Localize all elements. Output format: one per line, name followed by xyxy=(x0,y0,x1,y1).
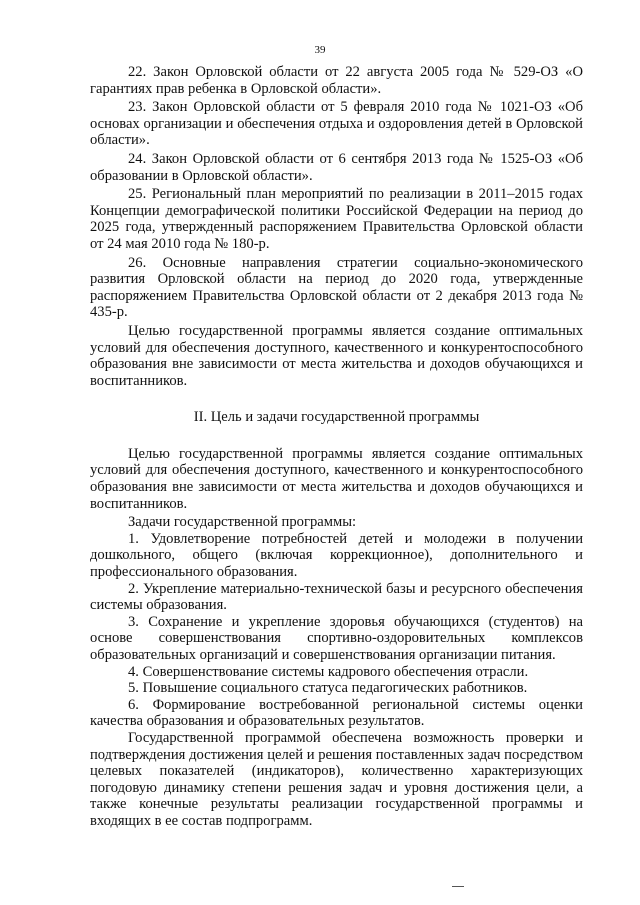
page-number: 39 xyxy=(314,44,326,56)
task-item-2: 2. Укрепление материально-технической базы и ресурсного обеспечения системы образования. xyxy=(90,580,583,614)
goal-paragraph: Целью государственной программы является создание оптимальных условий для обеспечения доступного, качественного и конкурентоспособного образования вне зависимости от места жительства и доходов обучающихся и воспитанников. xyxy=(90,322,583,389)
indicators-paragraph: Государственной программой обеспечена возможность проверки и подтверждения достижения целей и решения поставленных задач посредством целевых показателей (индикаторов), количественно характеризующих погодовую динамику степени решения задач и уровня достижения цели, а также конечные результаты реализации государственной программы и входящих в ее состав подпрограмм. xyxy=(90,729,583,829)
task-item-5: 5. Повышение социального статуса педагогических работников. xyxy=(128,680,528,697)
footer-mark xyxy=(452,886,464,887)
task-item-3: 3. Сохранение и укрепление здоровья обучающихся (студентов) на основе совершенствования спортивно-оздоровительных комплексов образовательных организаций и совершенствования организации питания. xyxy=(90,613,583,663)
list-item-22: 22. Закон Орловской области от 22 августа 2005 года № 529-ОЗ «О гарантиях прав ребенка в Орловской области». xyxy=(90,64,583,97)
list-item-23: 23. Закон Орловской области от 5 февраля 2010 года № 1021-ОЗ «Об основах организации и обеспечения отдыха и оздоровления детей в Орловской области». xyxy=(90,99,583,149)
goal-paragraph-repeat: Целью государственной программы является создание оптимальных условий для обеспечения доступного, качественного и конкурентоспособного образования вне зависимости от места жительства и доходов обучающихся и воспитанников. xyxy=(90,445,583,512)
list-item-25: 25. Региональный план мероприятий по реализации в 2011–2015 годах Концепции демографической политики Российской Федерации на период до 2025 года, утвержденный распоряжением Правительства Орловской области от 24 мая 2010 года № 180-р. xyxy=(90,186,583,252)
page-content xyxy=(90,64,583,830)
tasks-intro: Задачи государственной программы: xyxy=(128,514,357,531)
task-item-4: 4. Совершенствование системы кадрового обеспечения отрасли. xyxy=(128,663,529,680)
task-item-1: 1. Удовлетворение потребностей детей и молодежи в получении дошкольного, общего (включая коррекционное), дополнительного и профессионального образования. xyxy=(90,530,583,581)
task-item-6: 6. Формирование востребованной региональной системы оценки качества образования и образовательных результатов. xyxy=(90,696,583,730)
list-item-24: 24. Закон Орловской области от 6 сентября 2013 года № 1525-ОЗ «Об образовании в Орловской области». xyxy=(90,150,583,184)
section-heading: II. Цель и задачи государственной программы xyxy=(193,409,480,426)
list-item-26: 26. Основные направления стратегии социально-экономического развития Орловской области на период до 2020 года, утвержденные распоряжением Правительства Орловской области от 2 декабря 2013 года № 435-р. xyxy=(90,254,583,321)
